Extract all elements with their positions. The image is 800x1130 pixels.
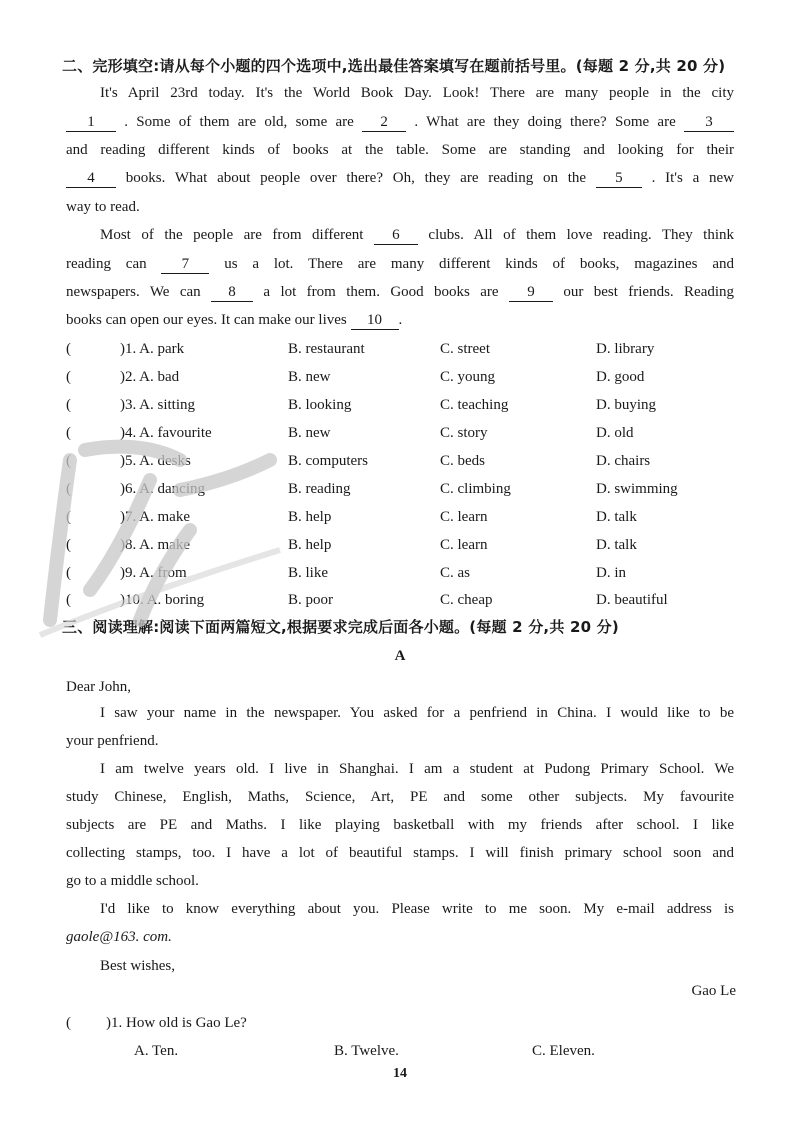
letter-p2-line-3: subjects are PE and Maths. I like playing basketball with my friends after school. I like xyxy=(66,817,734,833)
passage-line-2: 1 . Some of them are old, some are 2 . What are they doing there? Some are 3 xyxy=(66,112,734,132)
option-c: C. street xyxy=(440,341,490,357)
question-row-3 xyxy=(66,395,766,415)
option-c: C. Eleven. xyxy=(532,1043,595,1059)
option-d: D. talk xyxy=(596,509,637,525)
option-d: D. library xyxy=(596,341,655,357)
blank-7: 7 xyxy=(161,255,209,274)
letter-p2-line-2: study Chinese, English, Maths, Science, Art, PE and some other subjects. My favourite xyxy=(66,789,734,805)
question-row-1 xyxy=(66,339,766,359)
option-b: B. restaurant xyxy=(288,341,365,357)
letter-p2-line-1: I am twelve years old. I live in Shanghai. I am a student at Pudong Primary School. We xyxy=(100,761,734,777)
option-b: B. Twelve. xyxy=(334,1043,399,1059)
option-a: )10. A. boring xyxy=(120,592,205,608)
option-c: C. learn xyxy=(440,537,488,553)
letter-p2-line-5: go to a middle school. xyxy=(66,873,199,889)
section-3-title: 三、阅读理解:阅读下面两篇短文,根据要求完成后面各小题。(每题 2 分,共 20 分) xyxy=(62,618,619,636)
option-d: D. in xyxy=(596,565,626,581)
passage-line-7: reading can 7 us a lot. There are many different kinds of books, magazines and xyxy=(66,256,734,272)
answer-bracket[interactable]: ( xyxy=(66,481,71,497)
reading-question-1 xyxy=(66,1013,766,1033)
question-row-7 xyxy=(66,507,766,527)
option-c: C. story xyxy=(440,425,488,441)
answer-bracket[interactable]: ( xyxy=(66,592,71,608)
letter-signature: Gao Le xyxy=(691,983,736,999)
blank-8: 8 xyxy=(211,283,253,302)
option-a: )4. A. favourite xyxy=(120,425,212,441)
question-row-8 xyxy=(66,535,766,555)
question-row-2 xyxy=(66,367,766,387)
option-d: D. buying xyxy=(596,397,656,413)
option-a: )8. A. make xyxy=(120,537,190,553)
letter-p2-line-4: collecting stamps, too. I have a lot of beautiful stamps. I will finish primary school soon and xyxy=(66,845,734,861)
option-a: )5. A. desks xyxy=(120,453,191,469)
option-b: B. computers xyxy=(288,453,368,469)
question-row-6 xyxy=(66,479,766,499)
option-a: )9. A. from xyxy=(120,565,187,581)
option-a: )1. A. park xyxy=(120,341,185,357)
option-b: B. help xyxy=(288,537,332,553)
page-number: 14 xyxy=(393,1066,407,1081)
option-b: B. new xyxy=(288,369,331,385)
blank-10: 10 xyxy=(351,311,399,330)
section-2-title: 二、完形填空:请从每个小题的四个选项中,选出最佳答案填写在题前括号里。(每题 2 分,共 20 分) xyxy=(62,57,726,75)
option-d: D. talk xyxy=(596,537,637,553)
passage-line-4: 4 books. What about people over there? Oh, they are reading on the 5 . It's a new xyxy=(66,168,734,188)
blank-3: 3 xyxy=(684,113,734,132)
passage-line-5: way to read. xyxy=(66,199,140,215)
blank-1: 1 xyxy=(66,113,116,132)
answer-bracket[interactable]: ( xyxy=(66,1015,71,1031)
answer-bracket[interactable]: ( xyxy=(66,565,71,581)
option-b: B. poor xyxy=(288,592,333,608)
passage-line-8: newspapers. We can 8 a lot from them. Good books are 9 our best friends. Reading xyxy=(66,284,735,300)
passage-line-6: Most of the people are from different 6 clubs. All of them love reading. They think xyxy=(100,227,735,243)
option-c: C. climbing xyxy=(440,481,511,497)
option-d: D. beautiful xyxy=(596,592,668,608)
answer-bracket[interactable]: ( xyxy=(66,369,71,385)
letter-p1-line-1: I saw your name in the newspaper. You asked for a penfriend in China. I would like to be xyxy=(100,705,734,721)
letter-p3-line-1: I'd like to know everything about you. Please write to me soon. My e-mail address is xyxy=(100,901,734,917)
answer-bracket[interactable]: ( xyxy=(66,341,71,357)
blank-6: 6 xyxy=(374,226,418,245)
letter-p1-line-2: your penfriend. xyxy=(66,733,159,749)
letter-closing: Best wishes, xyxy=(100,958,175,974)
reading-question-1-options xyxy=(66,1041,766,1061)
answer-bracket[interactable]: ( xyxy=(66,509,71,525)
option-c: C. as xyxy=(440,565,470,581)
email-address: gaole@163. com. xyxy=(66,929,172,945)
option-c: C. young xyxy=(440,369,496,385)
question-row-9 xyxy=(66,563,766,583)
blank-4: 4 xyxy=(66,169,116,188)
blank-5: 5 xyxy=(596,169,642,188)
option-a: )3. A. sitting xyxy=(120,397,196,413)
question-stem: )1. How old is Gao Le? xyxy=(106,1015,247,1031)
option-b: B. like xyxy=(288,565,328,581)
option-a: )6. A. dancing xyxy=(120,481,205,497)
option-c: C. beds xyxy=(440,453,485,469)
blank-2: 2 xyxy=(362,113,406,132)
passage-line-9: books can open our eyes. It can make our lives 10 . xyxy=(66,312,403,328)
option-c: C. teaching xyxy=(440,397,509,413)
option-b: B. reading xyxy=(288,481,351,497)
option-b: B. help xyxy=(288,509,332,525)
option-b: B. new xyxy=(288,425,331,441)
answer-bracket[interactable]: ( xyxy=(66,537,71,553)
option-d: D. good xyxy=(596,369,645,385)
option-d: D. old xyxy=(596,425,634,441)
question-row-10 xyxy=(66,590,766,610)
option-a: A. Ten. xyxy=(134,1043,179,1059)
passage-line-3: and reading different kinds of books at the table. Some are standing and looking for their xyxy=(66,142,734,158)
passage-label: A xyxy=(394,648,406,664)
answer-bracket[interactable]: ( xyxy=(66,397,71,413)
option-c: C. cheap xyxy=(440,592,493,608)
option-b: B. looking xyxy=(288,397,352,413)
question-row-5 xyxy=(66,451,766,471)
option-c: C. learn xyxy=(440,509,488,525)
answer-bracket[interactable]: ( xyxy=(66,425,71,441)
blank-9: 9 xyxy=(509,283,553,302)
option-a: )2. A. bad xyxy=(120,369,180,385)
option-d: D. swimming xyxy=(596,481,678,497)
passage-line-1: It's April 23rd today. It's the World Book Day. Look! There are many people in the city xyxy=(100,85,734,101)
letter-greeting: Dear John, xyxy=(66,679,131,695)
option-d: D. chairs xyxy=(596,453,651,469)
answer-bracket[interactable]: ( xyxy=(66,453,71,469)
option-a: )7. A. make xyxy=(120,509,190,525)
question-row-4 xyxy=(66,423,766,443)
